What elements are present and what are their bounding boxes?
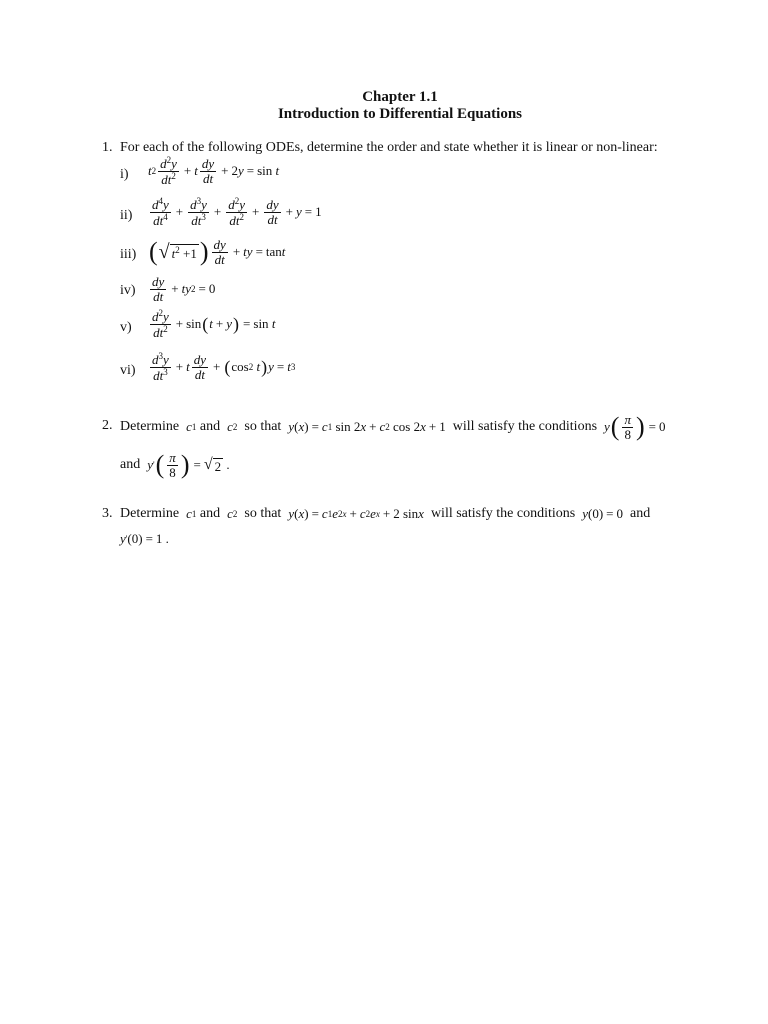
q1-item-iv-label: iv) bbox=[120, 283, 136, 298]
q3-will-satisfy: will satisfy the conditions bbox=[430, 506, 576, 521]
q1-item-ii-equation: $\frac{d^4y}{dt^4}$ + $\frac{d^3y}{dt^3}$ + $\frac{d^2y}{dt^2}$ + $\frac{dy}{dt}$ + y = 1 bbox=[152, 196, 322, 228]
q2-determine: Determine bbox=[120, 419, 180, 434]
q3-determine: Determine bbox=[120, 506, 180, 521]
q3-and: and bbox=[199, 506, 221, 521]
q3-number: 3. bbox=[102, 506, 113, 521]
q2-function: y ( x ) = c 1 sin 2 x + c 2 cos 2 x + 1 bbox=[288, 419, 446, 434]
q2-will-satisfy: will satisfy the conditions bbox=[452, 419, 598, 434]
q3-and-2: and bbox=[630, 506, 651, 521]
q2-line1: Determine c 1 and c 2 so that y ( x ) = c 1 sin 2 x + c 2 cos 2 x + 1 will satisfy the conditions y ( $\frac{\pi}{8}$ ) = 0 bbox=[120, 411, 666, 442]
q2-so-that: so that bbox=[244, 419, 282, 434]
q1-item-iv-equation: $\frac{dy}{dt}$ + ty 2 = 0 bbox=[152, 274, 216, 304]
q3-condition-1: y (0) = 0 bbox=[582, 506, 623, 521]
q1-item-v-label: v) bbox=[120, 320, 132, 335]
chapter-number: Chapter 1.1 bbox=[362, 89, 438, 105]
q2-number: 2. bbox=[102, 418, 113, 433]
q3-line2 bbox=[120, 528, 169, 550]
q1-item-v-equation: $\frac{d^2y}{dt^2}$ + sin ( t + y ) = sin t bbox=[152, 308, 276, 340]
q2-condition-1: y ( $\frac{\pi}{8}$ ) = 0 bbox=[604, 411, 666, 442]
q3-function: y ( x ) = c 1 e 2x + c 2 e x + 2 sin x bbox=[288, 506, 424, 521]
q2-condition-2: y ' ( $\frac{\pi}{8}$ ) = √ 2 . bbox=[147, 449, 230, 480]
q1-item-i-equation: t 2 $\frac{d^2y}{dt^2}$ + t $\frac{dy}{dt}$ + 2 y = sin t bbox=[148, 155, 280, 187]
q2-line2 bbox=[120, 448, 230, 482]
q1-number: 1. bbox=[102, 140, 113, 155]
q1-item-iii-equation: ( √ $t^2 +1$ ) $\frac{dy}{dt}$ + ty = tan t bbox=[149, 237, 286, 267]
q1-item-ii-label: ii) bbox=[120, 208, 133, 223]
q2-and-2: and bbox=[120, 457, 141, 472]
q1-item-iii-label: iii) bbox=[120, 247, 137, 262]
q1-item-vi-equation: $\frac{d^3y}{dt^3}$ + t $\frac{dy}{dt}$ + ( cos 2 t ) y = t 3 bbox=[152, 351, 296, 383]
q1-item-i-label: i) bbox=[120, 167, 129, 182]
q2-and: and bbox=[199, 419, 221, 434]
q3-so-that: so that bbox=[244, 506, 282, 521]
q1-text: For each of the following ODEs, determine the order and state whether it is linear or non-linear: bbox=[120, 140, 658, 155]
page-title: Introduction to Differential Equations bbox=[277, 106, 523, 122]
q1-item-vi-label: vi) bbox=[120, 363, 136, 378]
q3-condition-2: y ' (0) = 1 . bbox=[120, 531, 169, 546]
q3-line1: Determine c 1 and c 2 so that y ( x ) = c 1 e 2x + c 2 e x + 2 sin x will satisfy the conditions y (0) = 0 and bbox=[120, 506, 651, 521]
